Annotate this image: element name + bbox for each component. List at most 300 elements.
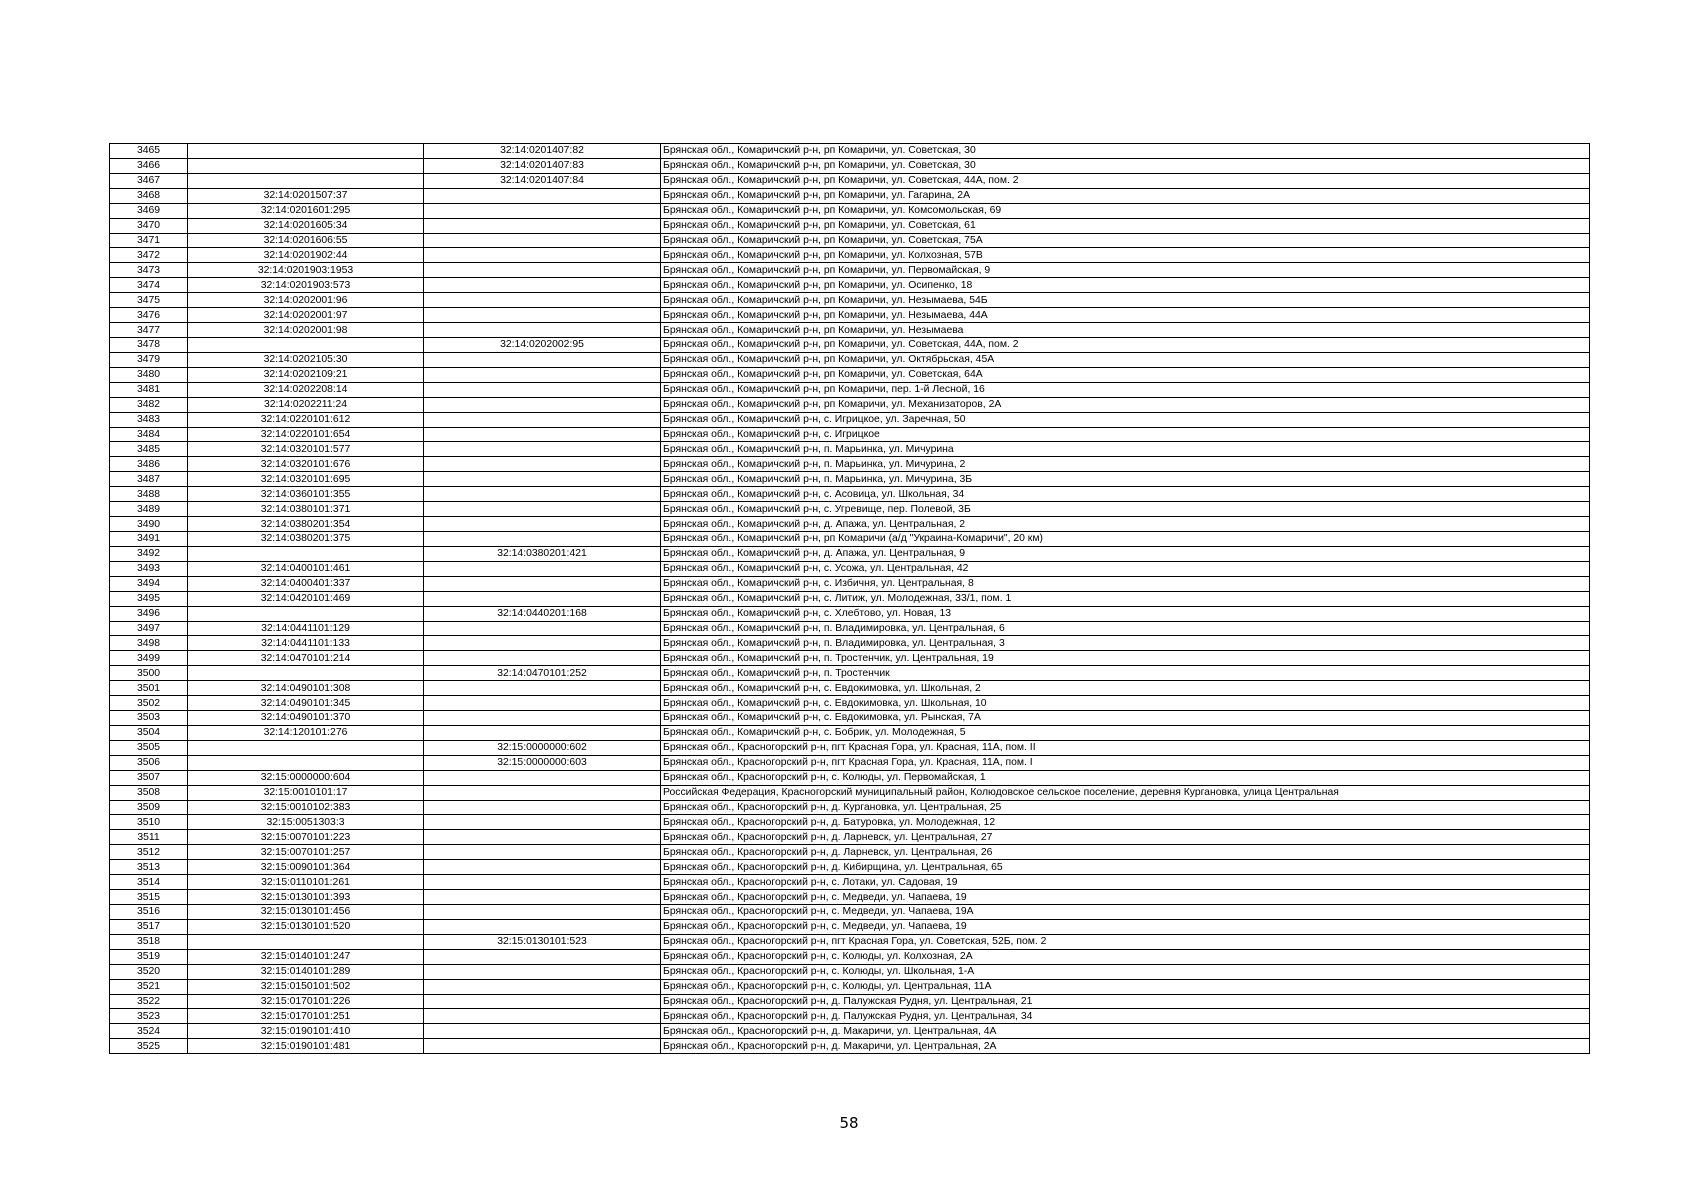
- cadastral-number-cell: 32:14:0202001:98: [188, 323, 424, 338]
- cadastral-number-cell: 32:15:0070101:257: [188, 845, 424, 860]
- table-row: [110, 860, 1590, 875]
- row-number-cell: 3498: [110, 636, 188, 651]
- table-row: [110, 875, 1590, 890]
- cadastral-number-2-cell: [424, 621, 661, 636]
- table-row: [110, 293, 1590, 308]
- cadastral-number-cell: 32:15:0130101:456: [188, 905, 424, 920]
- cadastral-number-cell: 32:14:0202001:97: [188, 308, 424, 323]
- row-number-cell: 3468: [110, 188, 188, 203]
- address-cell: Брянская обл., Красногорский р-н, с. Колюды, ул. Центральная, 11А: [661, 979, 1590, 994]
- row-number-cell: 3488: [110, 487, 188, 502]
- address-cell: Брянская обл., Комаричский р-н, п. Марьинка, ул. Мичурина, 2: [661, 457, 1590, 472]
- cadastral-number-2-cell: [424, 382, 661, 397]
- row-number-cell: 3524: [110, 1024, 188, 1039]
- cadastral-number-cell: 32:14:0201903:573: [188, 278, 424, 293]
- table-row: [110, 905, 1590, 920]
- cadastral-number-cell: 32:14:120101:276: [188, 725, 424, 740]
- table-row: [110, 278, 1590, 293]
- cadastral-number-cell: [188, 173, 424, 188]
- address-cell: Брянская обл., Комаричский р-н, рп Комаричи, ул. Советская, 64А: [661, 367, 1590, 382]
- cadastral-number-2-cell: [424, 576, 661, 591]
- cadastral-number-2-cell: [424, 308, 661, 323]
- row-number-cell: 3478: [110, 337, 188, 352]
- cadastral-number-2-cell: 32:14:0201407:83: [424, 158, 661, 173]
- cadastral-number-cell: 32:14:0320101:577: [188, 442, 424, 457]
- cadastral-number-2-cell: [424, 800, 661, 815]
- address-cell: Брянская обл., Комаричский р-н, с. Хлебтово, ул. Новая, 13: [661, 606, 1590, 621]
- cadastral-number-cell: 32:15:0070101:223: [188, 830, 424, 845]
- cadastral-number-cell: 32:15:0170101:226: [188, 994, 424, 1009]
- row-number-cell: 3495: [110, 591, 188, 606]
- row-number-cell: 3493: [110, 561, 188, 576]
- address-cell: Брянская обл., Комаричский р-н, рп Комаричи, ул. Советская, 61: [661, 218, 1590, 233]
- address-cell: Брянская обл., Красногорский р-н, д. Ларневск, ул. Центральная, 26: [661, 845, 1590, 860]
- cadastral-number-2-cell: [424, 442, 661, 457]
- row-number-cell: 3483: [110, 412, 188, 427]
- address-cell: Брянская обл., Комаричский р-н, с. Игрицкое: [661, 427, 1590, 442]
- cadastral-number-2-cell: [424, 1024, 661, 1039]
- row-number-cell: 3501: [110, 681, 188, 696]
- cadastral-number-2-cell: [424, 651, 661, 666]
- cadastral-number-2-cell: 32:14:0201407:82: [424, 144, 661, 159]
- row-number-cell: 3513: [110, 860, 188, 875]
- cadastral-number-2-cell: [424, 561, 661, 576]
- row-number-cell: 3504: [110, 725, 188, 740]
- row-number-cell: 3480: [110, 367, 188, 382]
- address-cell: Брянская обл., Комаричский р-н, рп Комаричи, ул. Незымаева, 54Б: [661, 293, 1590, 308]
- row-number-cell: 3521: [110, 979, 188, 994]
- address-cell: Брянская обл., Комаричский р-н, рп Комаричи (а/д "Украина-Комаричи", 20 км): [661, 531, 1590, 546]
- cadastral-number-cell: 32:14:0420101:469: [188, 591, 424, 606]
- cadastral-number-cell: 32:15:0150101:502: [188, 979, 424, 994]
- cadastral-number-cell: 32:14:0220101:612: [188, 412, 424, 427]
- table-row: [110, 457, 1590, 472]
- table-row: [110, 949, 1590, 964]
- cadastral-number-2-cell: [424, 1039, 661, 1054]
- table-row: [110, 621, 1590, 636]
- cadastral-number-2-cell: 32:15:0000000:603: [424, 755, 661, 770]
- cadastral-number-cell: 32:14:0201601:295: [188, 203, 424, 218]
- cadastral-number-2-cell: [424, 457, 661, 472]
- address-cell: Российская Федерация, Красногорский муниципальный район, Колюдовское сельское поселение, деревня Кургановка, улица Центральная: [661, 785, 1590, 800]
- cadastral-number-cell: 32:14:0380101:371: [188, 502, 424, 517]
- address-cell: Брянская обл., Комаричский р-н, с. Бобрик, ул. Молодежная, 5: [661, 725, 1590, 740]
- table-row: [110, 517, 1590, 532]
- cadastral-number-cell: 32:14:0490101:345: [188, 696, 424, 711]
- address-cell: Брянская обл., Красногорский р-н, с. Лотаки, ул. Садовая, 19: [661, 875, 1590, 890]
- cadastral-number-cell: 32:14:0202211:24: [188, 397, 424, 412]
- cadastral-number-2-cell: 32:15:0130101:523: [424, 934, 661, 949]
- row-number-cell: 3510: [110, 815, 188, 830]
- address-cell: Брянская обл., Комаричский р-н, рп Комаричи, ул. Гагарина, 2А: [661, 188, 1590, 203]
- table-row: [110, 666, 1590, 681]
- table-row: [110, 890, 1590, 905]
- table-row: [110, 442, 1590, 457]
- address-cell: Брянская обл., Красногорский р-н, д. Макаричи, ул. Центральная, 2А: [661, 1039, 1590, 1054]
- address-cell: Брянская обл., Комаричский р-н, п. Марьинка, ул. Мичурина, 3Б: [661, 472, 1590, 487]
- cadastral-number-cell: 32:14:0490101:370: [188, 711, 424, 726]
- cadastral-number-cell: [188, 158, 424, 173]
- address-cell: Брянская обл., Красногорский р-н, д. Батуровка, ул. Молодежная, 12: [661, 815, 1590, 830]
- cadastral-number-cell: 32:14:0202208:14: [188, 382, 424, 397]
- row-number-cell: 3523: [110, 1009, 188, 1024]
- table-row: [110, 711, 1590, 726]
- cadastral-number-cell: [188, 144, 424, 159]
- cadastral-number-cell: 32:15:0190101:410: [188, 1024, 424, 1039]
- table-row: [110, 740, 1590, 755]
- cadastral-number-cell: 32:14:0202109:21: [188, 367, 424, 382]
- cadastral-number-2-cell: [424, 770, 661, 785]
- table-row: [110, 337, 1590, 352]
- address-cell: Брянская обл., Комаричский р-н, рп Комаричи, пер. 1-й Лесной, 16: [661, 382, 1590, 397]
- cadastral-number-cell: 32:14:0490101:308: [188, 681, 424, 696]
- cadastral-number-2-cell: [424, 711, 661, 726]
- row-number-cell: 3499: [110, 651, 188, 666]
- cadastral-number-2-cell: [424, 696, 661, 711]
- row-number-cell: 3469: [110, 203, 188, 218]
- table-row: [110, 1024, 1590, 1039]
- table-row: [110, 248, 1590, 263]
- cadastral-number-2-cell: [424, 860, 661, 875]
- table-row: [110, 188, 1590, 203]
- cadastral-number-cell: 32:14:0441101:129: [188, 621, 424, 636]
- cadastral-number-cell: 32:14:0202105:30: [188, 352, 424, 367]
- table-row: [110, 397, 1590, 412]
- cadastral-number-cell: 32:15:0140101:289: [188, 964, 424, 979]
- address-cell: Брянская обл., Комаричский р-н, с. Литиж, ул. Молодежная, 33/1, пом. 1: [661, 591, 1590, 606]
- table-row: [110, 994, 1590, 1009]
- row-number-cell: 3482: [110, 397, 188, 412]
- table-row: [110, 144, 1590, 159]
- address-cell: Брянская обл., Красногорский р-н, д. Кургановка, ул. Центральная, 25: [661, 800, 1590, 815]
- row-number-cell: 3477: [110, 323, 188, 338]
- cadastral-number-cell: 32:15:0110101:261: [188, 875, 424, 890]
- cadastral-number-2-cell: [424, 681, 661, 696]
- cadastral-number-2-cell: [424, 845, 661, 860]
- cadastral-number-cell: 32:14:0380201:354: [188, 517, 424, 532]
- row-number-cell: 3465: [110, 144, 188, 159]
- cadastral-number-2-cell: [424, 531, 661, 546]
- cadastral-number-cell: [188, 337, 424, 352]
- address-cell: Брянская обл., Комаричский р-н, с. Избичня, ул. Центральная, 8: [661, 576, 1590, 591]
- table-row: [110, 606, 1590, 621]
- cadastral-number-2-cell: [424, 502, 661, 517]
- row-number-cell: 3517: [110, 919, 188, 934]
- address-cell: Брянская обл., Красногорский р-н, с. Колюды, ул. Колхозная, 2А: [661, 949, 1590, 964]
- cadastral-number-2-cell: 32:15:0000000:602: [424, 740, 661, 755]
- cadastral-number-2-cell: [424, 1009, 661, 1024]
- row-number-cell: 3484: [110, 427, 188, 442]
- address-cell: Брянская обл., Комаричский р-н, п. Тростенчик, ул. Центральная, 19: [661, 651, 1590, 666]
- cadastral-number-2-cell: [424, 233, 661, 248]
- cadastral-number-2-cell: [424, 517, 661, 532]
- cadastral-number-cell: 32:14:0201903:1953: [188, 263, 424, 278]
- row-number-cell: 3512: [110, 845, 188, 860]
- table-row: [110, 531, 1590, 546]
- table-row: [110, 382, 1590, 397]
- address-cell: Брянская обл., Комаричский р-н, с. Евдокимовка, ул. Рынская, 7А: [661, 711, 1590, 726]
- table-row: [110, 352, 1590, 367]
- address-cell: Брянская обл., Комаричский р-н, рп Комаричи, ул. Советская, 44А, пом. 2: [661, 173, 1590, 188]
- table-row: [110, 158, 1590, 173]
- row-number-cell: 3467: [110, 173, 188, 188]
- table-row: [110, 591, 1590, 606]
- cadastral-number-2-cell: 32:14:0202002:95: [424, 337, 661, 352]
- address-cell: Брянская обл., Комаричский р-н, с. Игрицкое, ул. Заречная, 50: [661, 412, 1590, 427]
- table-row: [110, 800, 1590, 815]
- address-cell: Брянская обл., Комаричский р-н, рп Комаричи, ул. Советская, 75А: [661, 233, 1590, 248]
- row-number-cell: 3515: [110, 890, 188, 905]
- cadastral-number-2-cell: [424, 815, 661, 830]
- cadastral-number-2-cell: [424, 875, 661, 890]
- row-number-cell: 3491: [110, 531, 188, 546]
- cadastral-number-2-cell: 32:14:0440201:168: [424, 606, 661, 621]
- row-number-cell: 3492: [110, 546, 188, 561]
- address-cell: Брянская обл., Красногорский р-н, д. Ларневск, ул. Центральная, 27: [661, 830, 1590, 845]
- cadastral-number-2-cell: [424, 427, 661, 442]
- table-row: [110, 308, 1590, 323]
- address-cell: Брянская обл., Комаричский р-н, п. Марьинка, ул. Мичурина: [661, 442, 1590, 457]
- address-cell: Брянская обл., Комаричский р-н, рп Комаричи, ул. Советская, 30: [661, 158, 1590, 173]
- table-row: [110, 173, 1590, 188]
- address-cell: Брянская обл., Комаричский р-н, д. Апажа, ул. Центральная, 2: [661, 517, 1590, 532]
- table-row: [110, 546, 1590, 561]
- table-row: [110, 218, 1590, 233]
- row-number-cell: 3490: [110, 517, 188, 532]
- row-number-cell: 3481: [110, 382, 188, 397]
- cadastral-number-cell: 32:15:0010102:383: [188, 800, 424, 815]
- cadastral-number-cell: 32:15:0170101:251: [188, 1009, 424, 1024]
- registry-table-body: [110, 144, 1590, 1054]
- row-number-cell: 3518: [110, 934, 188, 949]
- row-number-cell: 3486: [110, 457, 188, 472]
- cadastral-number-2-cell: [424, 263, 661, 278]
- address-cell: Брянская обл., Красногорский р-н, с. Медведи, ул. Чапаева, 19: [661, 890, 1590, 905]
- cadastral-number-2-cell: [424, 487, 661, 502]
- address-cell: Брянская обл., Комаричский р-н, с. Асовица, ул. Школьная, 34: [661, 487, 1590, 502]
- row-number-cell: 3522: [110, 994, 188, 1009]
- table-row: [110, 472, 1590, 487]
- row-number-cell: 3473: [110, 263, 188, 278]
- row-number-cell: 3525: [110, 1039, 188, 1054]
- cadastral-number-2-cell: [424, 919, 661, 934]
- cadastral-number-cell: 32:15:0140101:247: [188, 949, 424, 964]
- table-row: [110, 651, 1590, 666]
- address-cell: Брянская обл., Комаричский р-н, рп Комаричи, ул. Советская, 30: [661, 144, 1590, 159]
- cadastral-number-2-cell: [424, 979, 661, 994]
- cadastral-number-cell: 32:14:0201605:34: [188, 218, 424, 233]
- cadastral-number-cell: 32:15:0090101:364: [188, 860, 424, 875]
- row-number-cell: 3520: [110, 964, 188, 979]
- cadastral-number-cell: 32:14:0400401:337: [188, 576, 424, 591]
- row-number-cell: 3494: [110, 576, 188, 591]
- cadastral-number-cell: 32:14:0220101:654: [188, 427, 424, 442]
- address-cell: Брянская обл., Комаричский р-н, рп Комаричи, ул. Октябрьская, 45А: [661, 352, 1590, 367]
- address-cell: Брянская обл., Комаричский р-н, с. Усожа, ул. Центральная, 42: [661, 561, 1590, 576]
- address-cell: Брянская обл., Красногорский р-н, с. Медведи, ул. Чапаева, 19: [661, 919, 1590, 934]
- row-number-cell: 3507: [110, 770, 188, 785]
- table-row: [110, 845, 1590, 860]
- cadastral-number-2-cell: [424, 293, 661, 308]
- table-row: [110, 561, 1590, 576]
- cadastral-number-2-cell: [424, 994, 661, 1009]
- address-cell: Брянская обл., Комаричский р-н, рп Комаричи, ул. Первомайская, 9: [661, 263, 1590, 278]
- address-cell: Брянская обл., Красногорский р-н, д. Кибирщина, ул. Центральная, 65: [661, 860, 1590, 875]
- cadastral-number-2-cell: [424, 278, 661, 293]
- cadastral-number-2-cell: [424, 397, 661, 412]
- row-number-cell: 3485: [110, 442, 188, 457]
- address-cell: Брянская обл., Комаричский р-н, рп Комаричи, ул. Комсомольская, 69: [661, 203, 1590, 218]
- table-row: [110, 412, 1590, 427]
- address-cell: Брянская обл., Красногорский р-н, пгт Красная Гора, ул. Красная, 11А, пом. II: [661, 740, 1590, 755]
- registry-table-container: [109, 143, 1589, 1054]
- row-number-cell: 3496: [110, 606, 188, 621]
- row-number-cell: 3474: [110, 278, 188, 293]
- row-number-cell: 3476: [110, 308, 188, 323]
- address-cell: Брянская обл., Комаричский р-н, рп Комаричи, ул. Осипенко, 18: [661, 278, 1590, 293]
- table-row: [110, 696, 1590, 711]
- row-number-cell: 3509: [110, 800, 188, 815]
- address-cell: Брянская обл., Комаричский р-н, с. Угревище, пер. Полевой, 3Б: [661, 502, 1590, 517]
- table-row: [110, 263, 1590, 278]
- table-row: [110, 233, 1590, 248]
- cadastral-number-cell: 32:14:0201606:55: [188, 233, 424, 248]
- row-number-cell: 3472: [110, 248, 188, 263]
- table-row: [110, 487, 1590, 502]
- cadastral-number-cell: 32:14:0320101:695: [188, 472, 424, 487]
- cadastral-number-2-cell: [424, 203, 661, 218]
- cadastral-number-2-cell: [424, 636, 661, 651]
- address-cell: Брянская обл., Комаричский р-н, п. Владимировка, ул. Центральная, 3: [661, 636, 1590, 651]
- table-row: [110, 934, 1590, 949]
- table-row: [110, 323, 1590, 338]
- cadastral-number-cell: [188, 740, 424, 755]
- cadastral-number-2-cell: 32:14:0201407:84: [424, 173, 661, 188]
- table-row: [110, 203, 1590, 218]
- cadastral-number-2-cell: [424, 248, 661, 263]
- address-cell: Брянская обл., Комаричский р-н, рп Комаричи, ул. Незымаева: [661, 323, 1590, 338]
- row-number-cell: 3511: [110, 830, 188, 845]
- address-cell: Брянская обл., Красногорский р-н, д. Палужская Рудня, ул. Центральная, 34: [661, 1009, 1590, 1024]
- address-cell: Брянская обл., Красногорский р-н, д. Палужская Рудня, ул. Центральная, 21: [661, 994, 1590, 1009]
- address-cell: Брянская обл., Красногорский р-н, с. Колюды, ул. Первомайская, 1: [661, 770, 1590, 785]
- table-row: [110, 1009, 1590, 1024]
- cadastral-number-cell: 32:14:0380201:375: [188, 531, 424, 546]
- address-cell: Брянская обл., Комаричский р-н, рп Комаричи, ул. Механизаторов, 2А: [661, 397, 1590, 412]
- row-number-cell: 3489: [110, 502, 188, 517]
- address-cell: Брянская обл., Красногорский р-н, пгт Красная Гора, ул. Красная, 11А, пом. I: [661, 755, 1590, 770]
- registry-table: [109, 143, 1590, 1054]
- address-cell: Брянская обл., Комаричский р-н, п. Владимировка, ул. Центральная, 6: [661, 621, 1590, 636]
- table-row: [110, 1039, 1590, 1054]
- table-row: [110, 830, 1590, 845]
- table-row: [110, 636, 1590, 651]
- table-row: [110, 964, 1590, 979]
- table-row: [110, 681, 1590, 696]
- address-cell: Брянская обл., Красногорский р-н, д. Макаричи, ул. Центральная, 4А: [661, 1024, 1590, 1039]
- row-number-cell: 3487: [110, 472, 188, 487]
- address-cell: Брянская обл., Комаричский р-н, п. Тростенчик: [661, 666, 1590, 681]
- cadastral-number-2-cell: [424, 367, 661, 382]
- table-row: [110, 815, 1590, 830]
- cadastral-number-2-cell: [424, 964, 661, 979]
- cadastral-number-cell: [188, 934, 424, 949]
- row-number-cell: 3502: [110, 696, 188, 711]
- cadastral-number-cell: 32:14:0400101:461: [188, 561, 424, 576]
- cadastral-number-2-cell: [424, 352, 661, 367]
- row-number-cell: 3500: [110, 666, 188, 681]
- table-row: [110, 785, 1590, 800]
- cadastral-number-2-cell: [424, 218, 661, 233]
- address-cell: Брянская обл., Комаричский р-н, д. Апажа, ул. Центральная, 9: [661, 546, 1590, 561]
- row-number-cell: 3497: [110, 621, 188, 636]
- cadastral-number-cell: 32:15:0130101:520: [188, 919, 424, 934]
- cadastral-number-cell: 32:14:0202001:96: [188, 293, 424, 308]
- cadastral-number-cell: [188, 755, 424, 770]
- table-row: [110, 367, 1590, 382]
- cadastral-number-2-cell: [424, 412, 661, 427]
- cadastral-number-cell: [188, 546, 424, 561]
- cadastral-number-cell: [188, 606, 424, 621]
- table-row: [110, 427, 1590, 442]
- cadastral-number-2-cell: [424, 830, 661, 845]
- cadastral-number-2-cell: [424, 188, 661, 203]
- address-cell: Брянская обл., Комаричский р-н, рп Комаричи, ул. Колхозная, 57В: [661, 248, 1590, 263]
- cadastral-number-cell: 32:15:0000000:604: [188, 770, 424, 785]
- row-number-cell: 3508: [110, 785, 188, 800]
- row-number-cell: 3470: [110, 218, 188, 233]
- cadastral-number-2-cell: [424, 472, 661, 487]
- cadastral-number-cell: 32:15:0130101:393: [188, 890, 424, 905]
- row-number-cell: 3516: [110, 905, 188, 920]
- row-number-cell: 3475: [110, 293, 188, 308]
- row-number-cell: 3466: [110, 158, 188, 173]
- cadastral-number-cell: 32:14:0470101:214: [188, 651, 424, 666]
- row-number-cell: 3505: [110, 740, 188, 755]
- cadastral-number-cell: 32:14:0201507:37: [188, 188, 424, 203]
- page-number: 58: [839, 1114, 859, 1132]
- table-row: [110, 979, 1590, 994]
- cadastral-number-cell: 32:14:0360101:355: [188, 487, 424, 502]
- cadastral-number-cell: 32:14:0441101:133: [188, 636, 424, 651]
- table-row: [110, 770, 1590, 785]
- row-number-cell: 3479: [110, 352, 188, 367]
- address-cell: Брянская обл., Комаричский р-н, с. Евдокимовка, ул. Школьная, 10: [661, 696, 1590, 711]
- cadastral-number-2-cell: [424, 591, 661, 606]
- cadastral-number-2-cell: [424, 905, 661, 920]
- table-row: [110, 919, 1590, 934]
- cadastral-number-cell: 32:15:0010101:17: [188, 785, 424, 800]
- table-row: [110, 576, 1590, 591]
- row-number-cell: 3514: [110, 875, 188, 890]
- cadastral-number-2-cell: 32:14:0380201:421: [424, 546, 661, 561]
- cadastral-number-2-cell: [424, 323, 661, 338]
- cadastral-number-2-cell: [424, 890, 661, 905]
- row-number-cell: 3506: [110, 755, 188, 770]
- address-cell: Брянская обл., Комаричский р-н, с. Евдокимовка, ул. Школьная, 2: [661, 681, 1590, 696]
- row-number-cell: 3519: [110, 949, 188, 964]
- cadastral-number-2-cell: 32:14:0470101:252: [424, 666, 661, 681]
- cadastral-number-2-cell: [424, 725, 661, 740]
- table-row: [110, 725, 1590, 740]
- table-row: [110, 502, 1590, 517]
- cadastral-number-cell: 32:15:0190101:481: [188, 1039, 424, 1054]
- cadastral-number-2-cell: [424, 785, 661, 800]
- address-cell: Брянская обл., Комаричский р-н, рп Комаричи, ул. Незымаева, 44А: [661, 308, 1590, 323]
- cadastral-number-cell: 32:14:0320101:676: [188, 457, 424, 472]
- cadastral-number-2-cell: [424, 949, 661, 964]
- cadastral-number-cell: 32:15:0051303:3: [188, 815, 424, 830]
